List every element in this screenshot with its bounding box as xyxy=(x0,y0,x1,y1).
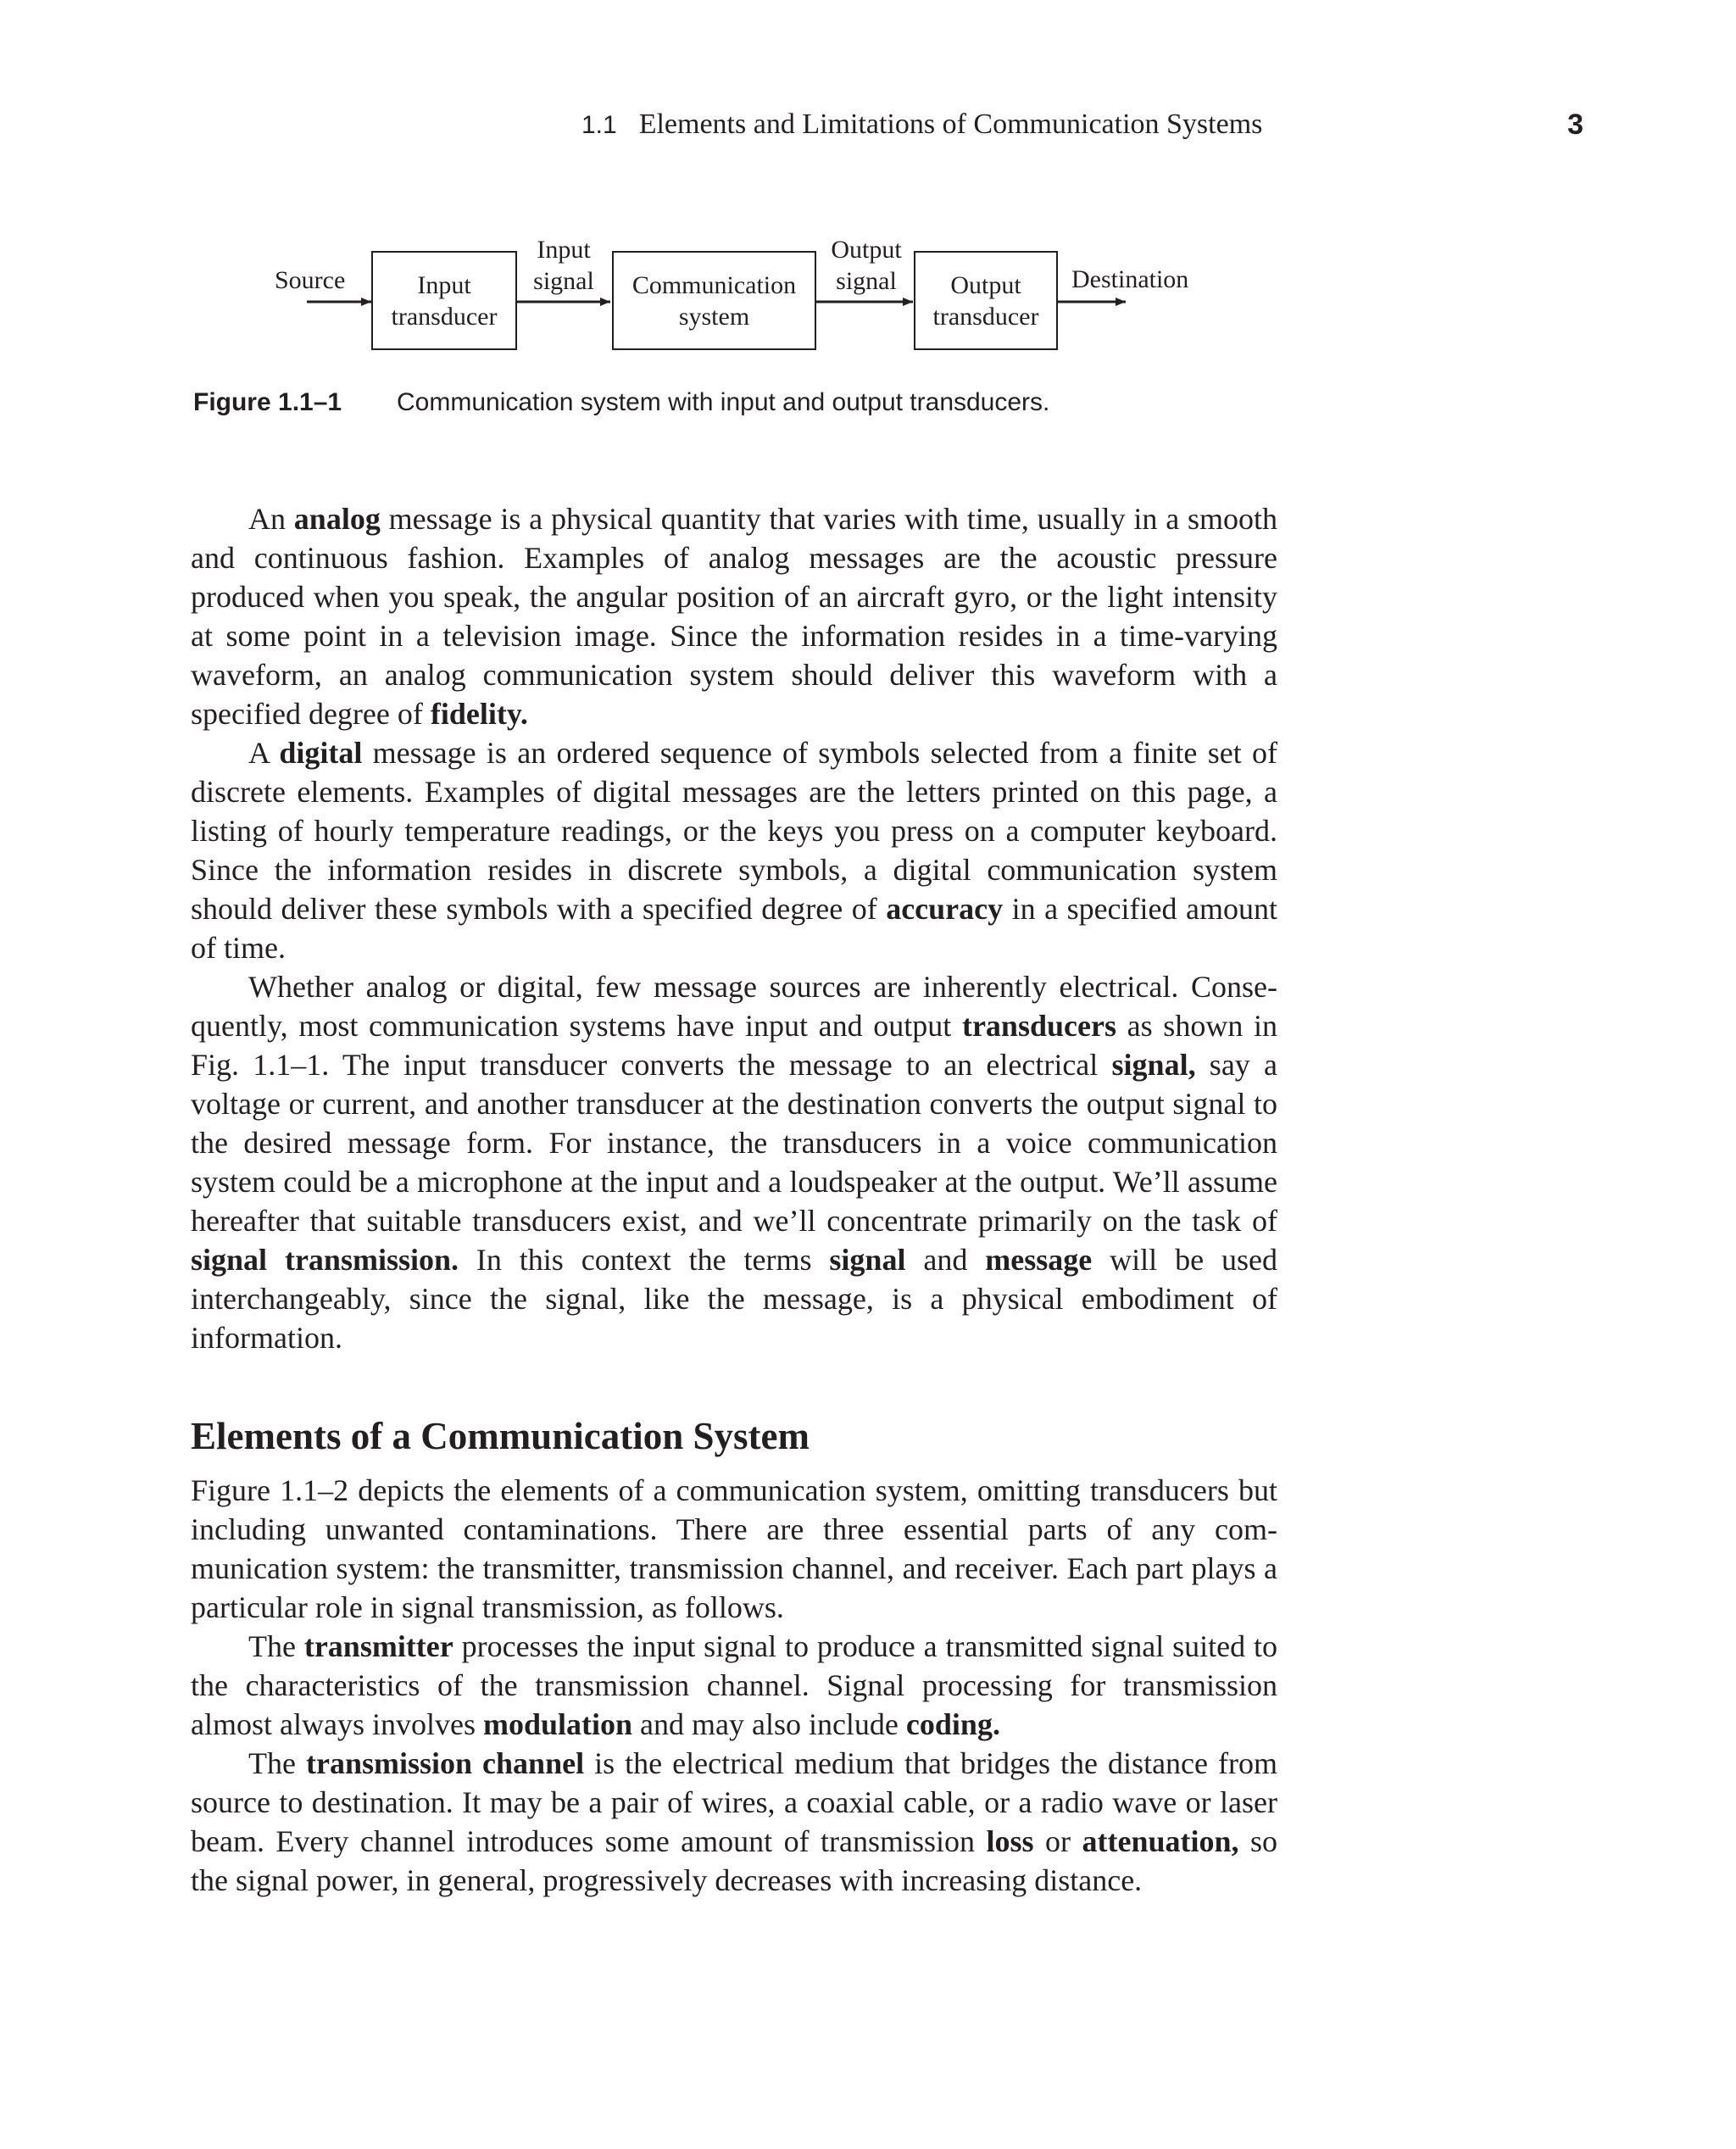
term-signal-transmission: signal transmission. xyxy=(191,1243,459,1277)
figure-caption xyxy=(193,388,1049,417)
section-heading: Elements of a Communication System xyxy=(191,1415,810,1457)
term-analog: analog xyxy=(293,502,381,536)
body-text-top xyxy=(191,499,1277,1357)
paragraph-digital: A digital message is an ordered sequence of symbols selected from a finite set of discrete elements. Examples of digital messages are the letters printed on this page, a listing of hourly temperature readings, or the keys you press on a computer keyboard. Since the information resides in discrete symbols, a digital communication system should deliver these symbols with a specified degree of accuracy in a specified amount of time. xyxy=(191,736,1278,965)
term-coding: coding. xyxy=(905,1707,1000,1741)
term-transducers: transducers xyxy=(961,1009,1116,1043)
term-loss: loss xyxy=(986,1824,1034,1858)
section-title: Elements and Limitations of Communication Systems xyxy=(638,109,1263,140)
input-transducer-line2: transducer xyxy=(391,302,498,331)
paragraph-analog: An analog message is a physical quantity that varies with time, usually in a smooth and continuous fashion. Examples of analog messages are the acoustic pressure produced when you speak, the angular position of an aircraft gyro, or the light intensity at some point in a television image. Since the information resides in a time-varying waveform, an analog communication system should deliver this waveform with a specified degree of fidelity. xyxy=(191,502,1277,731)
input-signal-line2: signal xyxy=(533,267,594,295)
term-signal: signal, xyxy=(1111,1048,1196,1082)
output-signal-line2: signal xyxy=(836,267,897,295)
paragraph-channel: The transmission channel is the electrical medium that bridges the distance from source to destination. It may be a pair of wires, a coaxial cable, or a radio wave or laser beam. Every channel introduces some amount of transmission loss or attenuation, so the signal power, in general, progressively decreases with increasing distance. xyxy=(191,1746,1278,1897)
term-digital: digital xyxy=(279,736,363,770)
term-modulation: modulation xyxy=(482,1707,632,1741)
output-transducer-line1: Output xyxy=(950,270,1021,299)
term-accuracy: accuracy xyxy=(886,892,1004,926)
term-transmitter: transmitter xyxy=(303,1629,453,1663)
communication-system-line2: system xyxy=(678,302,750,331)
input-transducer-box xyxy=(371,251,517,350)
paragraph-elements: Figure 1.1–2 depicts the elements of a communication system, omitting transducers but including unwanted contaminations. There are three essential parts of any communication system: the transmitter, transmission channel, and receiver. Each part plays a particular role in signal transmission, as follows. xyxy=(191,1473,1277,1624)
input-signal-line1: Input xyxy=(537,236,591,264)
communication-system-line1: Communication xyxy=(632,270,797,299)
output-signal-label xyxy=(826,234,906,297)
diagram-arrows xyxy=(0,0,1736,390)
term-transmission-channel: transmission channel xyxy=(306,1746,585,1780)
term-fidelity: fidelity. xyxy=(430,697,528,731)
output-signal-line1: Output xyxy=(831,236,902,264)
output-transducer-box xyxy=(914,251,1058,350)
figure-caption-text: Communication system with input and output transducers. xyxy=(397,388,1050,416)
paragraph-transmitter: The transmitter processes the input signal to produce a transmitted signal suited to the characteristics of the transmission channel. Signal processing for transmission almost always involves modulation and may also include coding. xyxy=(191,1629,1277,1741)
block-diagram xyxy=(0,0,1736,390)
communication-system-box xyxy=(612,251,816,350)
input-transducer-line1: Input xyxy=(417,270,471,299)
output-transducer-line2: transducer xyxy=(932,302,1039,331)
input-signal-label xyxy=(527,234,600,297)
destination-label: Destination xyxy=(1071,265,1189,293)
paragraph-transducers: Whether analog or digital, few message sources are inherently electrical. Consequently, most communication systems have input and output transducers as shown in Fig. 1.1–1. The input transducer converts the message to an electrical signal, say a voltage or current, and another transducer at the destination converts the output signal to the desired message form. For instance, the transducers in a voice communication system could be a microphone at the input and a loudspeaker at the output. We’ll assume hereafter that suitable transducers exist, and we’ll concentrate primarily on the task of signal transmission. In this context the terms signal and message will be used interchangeably, since the signal, like the message, is a physical embodiment of information. xyxy=(191,970,1277,1355)
figure-label: Figure 1.1–1 xyxy=(193,388,342,416)
source-label: Source xyxy=(275,266,346,294)
term-message: message xyxy=(985,1243,1093,1277)
section-number: 1.1 xyxy=(581,111,617,139)
term-attenuation: attenuation, xyxy=(1082,1824,1239,1858)
term-signal-2: signal xyxy=(829,1243,906,1277)
page-number: 3 xyxy=(1567,109,1583,141)
body-text-bottom xyxy=(191,1471,1277,1900)
